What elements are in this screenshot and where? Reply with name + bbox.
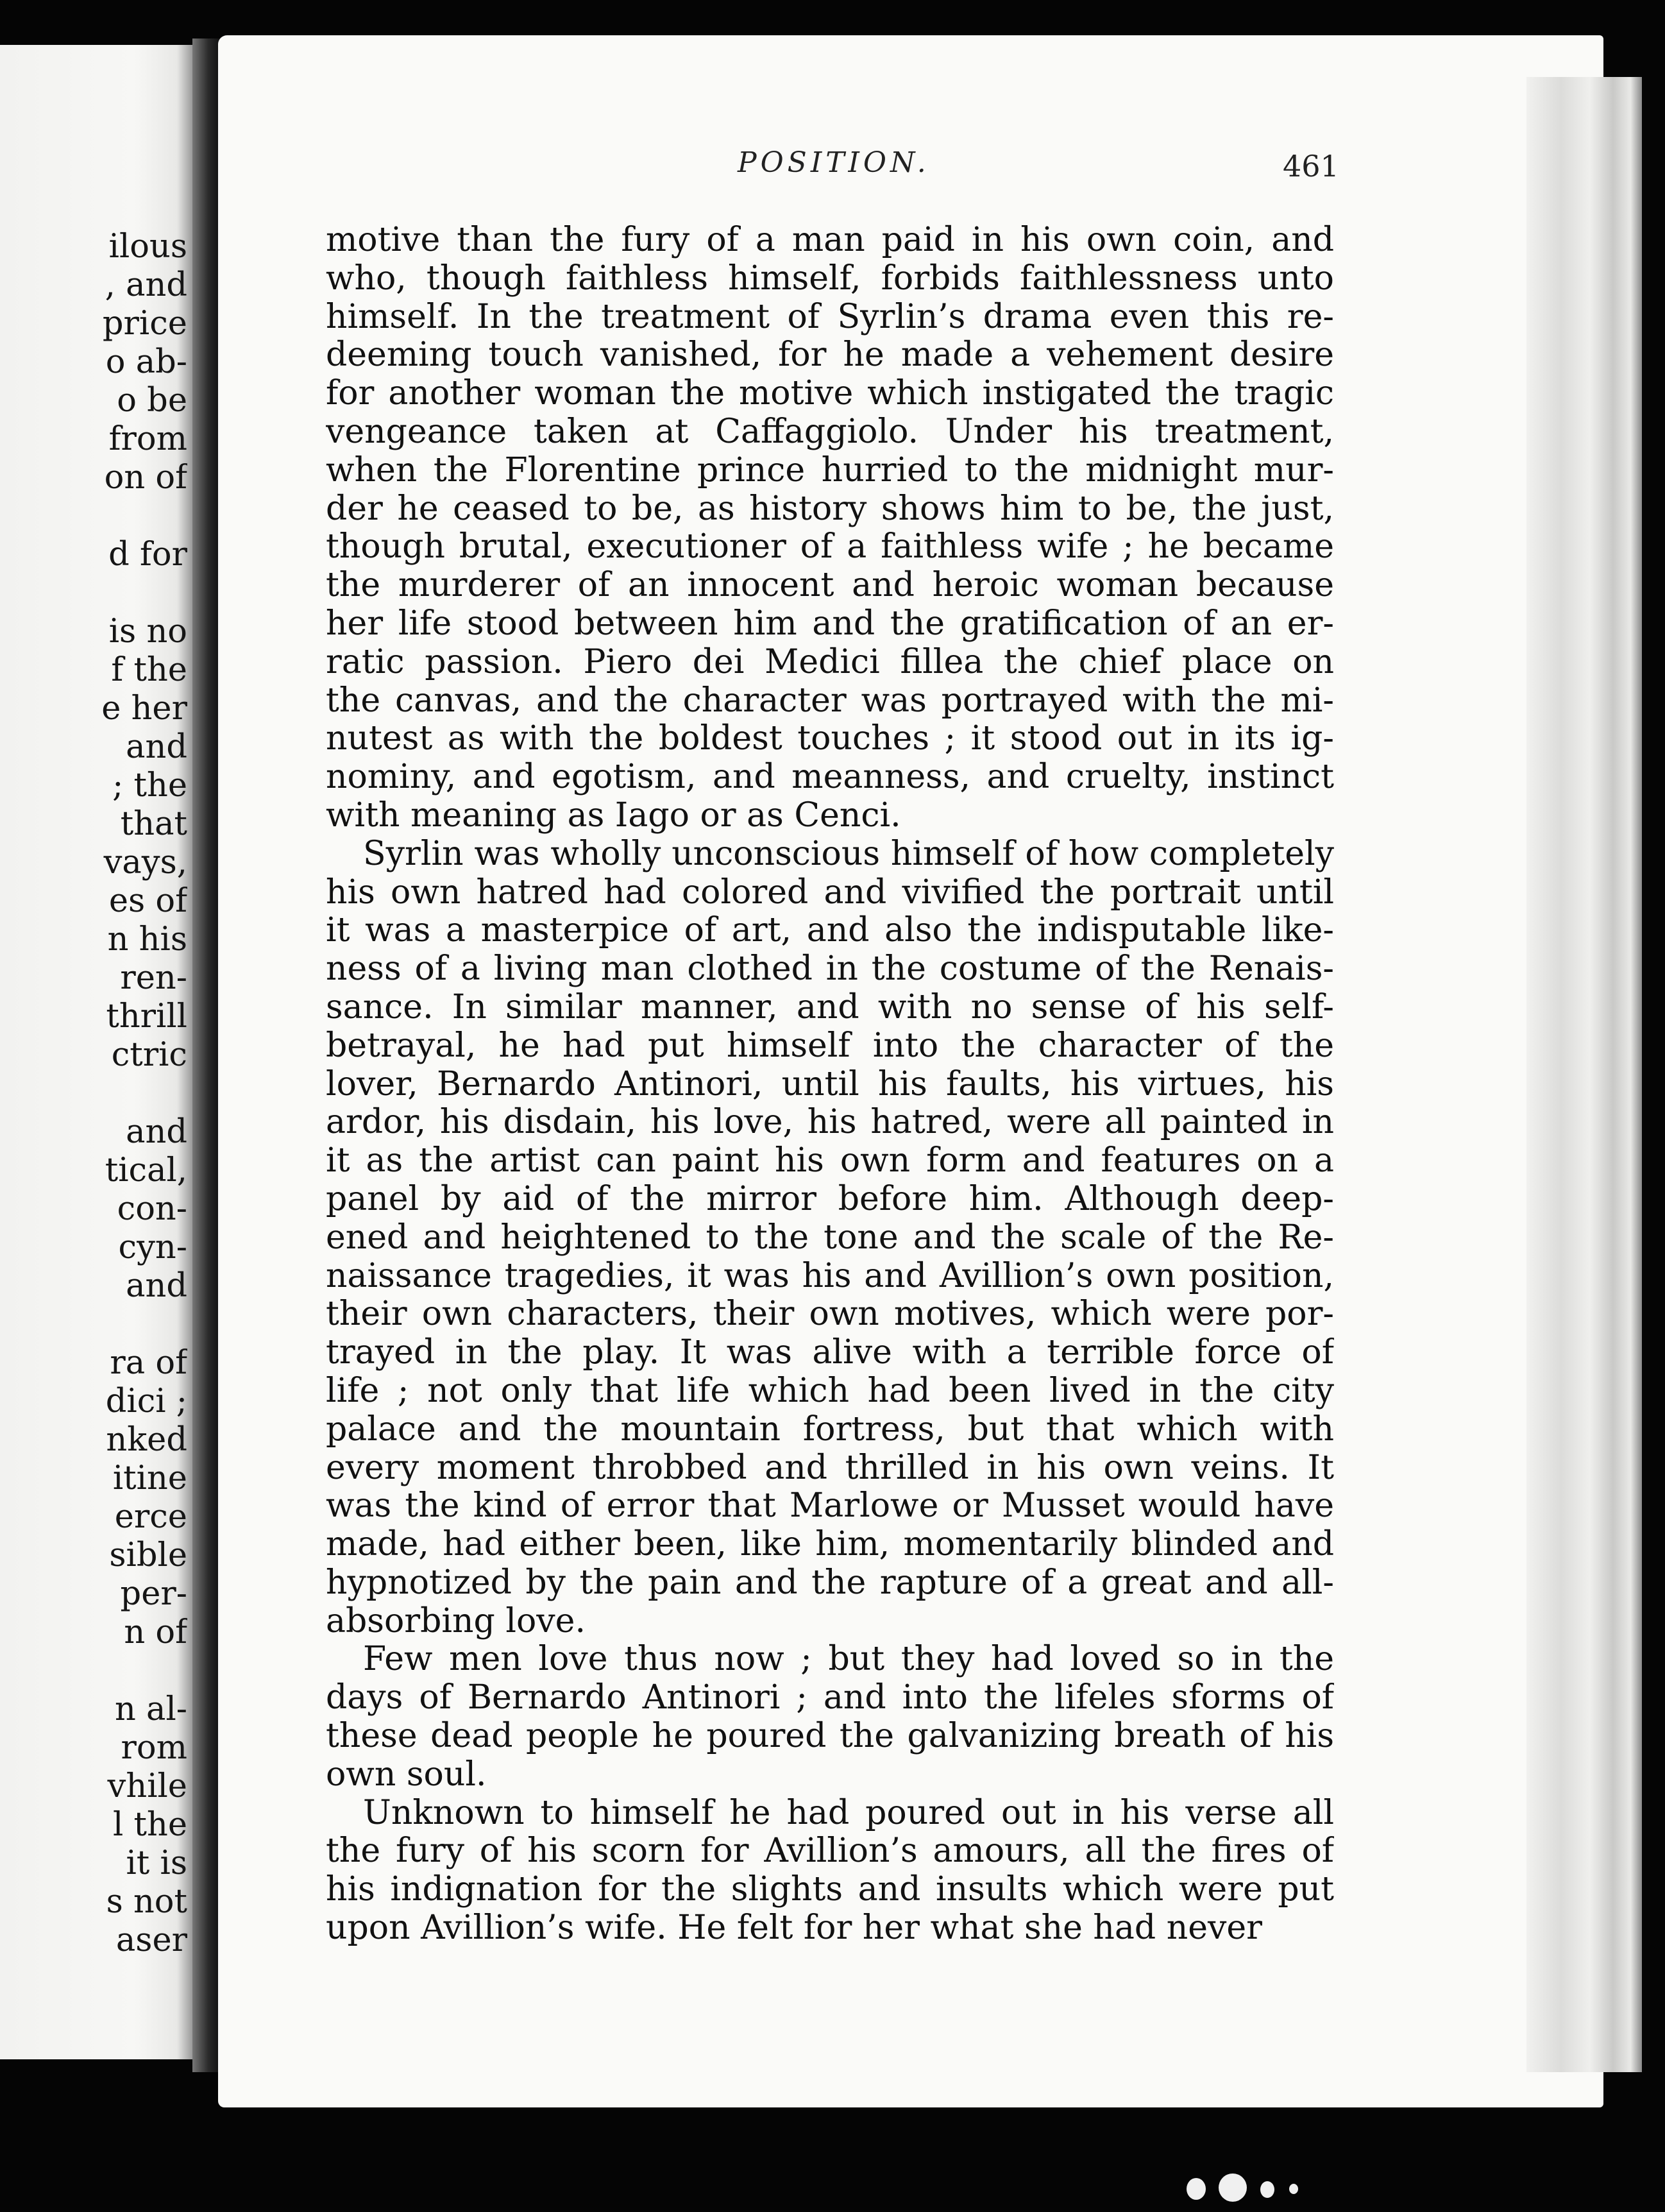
text-line: every moment throbbed and thrilled in his own veins. It (326, 1449, 1334, 1487)
left-page-line: vhile (107, 1767, 187, 1805)
left-page-line: ctric (111, 1036, 187, 1074)
text-line: Few men love thus now ; but they had loved so in the (363, 1640, 1334, 1679)
left-page-line: con- (117, 1190, 187, 1228)
left-page-line: e her (101, 690, 187, 727)
text-line: hypnotized by the pain and the rapture of a great and all- (326, 1563, 1334, 1602)
text-line: betrayal, he had put himself into the character of the (326, 1026, 1334, 1065)
left-page-line: on of (104, 459, 187, 497)
left-page-line: d for (108, 536, 187, 574)
paragraph (326, 1794, 1334, 1948)
text-line: ness of a living man clothed in the costume of the Renais- (326, 950, 1334, 989)
text-line: nutest as with the boldest touches ; it stood out in its ig- (326, 720, 1334, 758)
left-page-line: and (126, 1113, 187, 1151)
text-line: ened and heightened to the tone and the scale of the Re- (326, 1218, 1334, 1257)
text-line: when the Florentine prince hurried to the midnight mur- (326, 451, 1334, 489)
left-page-line: s not (106, 1883, 187, 1921)
text-line: his indignation for the slights and insults which were put (326, 1871, 1334, 1909)
left-page-line: es of (108, 882, 187, 920)
left-page-line: n al- (114, 1690, 187, 1728)
text-line: life ; not only that life which had been lived in the city (326, 1372, 1334, 1410)
text-line: nominy, and egotism, and meanness, and cruelty, instinct (326, 758, 1334, 797)
left-page-line: that (120, 805, 187, 843)
left-page-line: ra of (110, 1344, 187, 1382)
left-page-line: and (126, 728, 187, 766)
text-line: ardor, his disdain, his love, his hatred, were all painted in (326, 1103, 1334, 1142)
text-line: made, had either been, like him, momentarily blinded and (326, 1526, 1334, 1564)
left-page-line: and (126, 1267, 187, 1305)
text-line: the murderer of an innocent and heroic woman because (326, 566, 1334, 605)
text-line: panel by aid of the mirror before him. Although deep- (326, 1180, 1334, 1218)
left-page-line (0, 1075, 187, 1113)
left-page-line: from (108, 420, 187, 458)
left-facing-page (0, 45, 192, 2059)
text-line: own soul. (326, 1755, 487, 1794)
left-page-line: sible (109, 1536, 187, 1574)
left-page-line: cyn- (118, 1229, 187, 1266)
paragraph (326, 1640, 1334, 1794)
left-page-line: nked (106, 1421, 187, 1459)
text-line: it as the artist can paint his own form and features on a (326, 1142, 1334, 1180)
paragraph (326, 835, 1334, 1641)
text-line: vengeance taken at Caffaggiolo. Under his treatment, (326, 413, 1334, 451)
paragraph (326, 221, 1334, 835)
text-line: for another woman the motive which instigated the tragic (326, 375, 1334, 413)
text-line: though brutal, executioner of a faithless wife ; he became (326, 528, 1334, 566)
left-page-line: dici ; (105, 1382, 187, 1420)
left-page-line: ren- (120, 959, 187, 997)
text-line: ratic passion. Piero dei Medici fillea the chief place on (326, 643, 1334, 681)
page-edges (1526, 77, 1642, 2072)
left-page-line: ; the (112, 767, 187, 804)
left-page-line: l the (112, 1806, 187, 1844)
left-page-line (0, 1306, 187, 1344)
left-page-line: ilous (108, 228, 187, 266)
text-line: with meaning as Iago or as Cenci. (326, 796, 901, 835)
left-page-line: n his (107, 921, 187, 958)
text-line: deeming touch vanished, for he made a vehement desire (326, 336, 1334, 375)
left-page-line: it is (126, 1844, 187, 1882)
text-line: naissance tragedies, it was his and Avillion’s own position, (326, 1257, 1334, 1295)
left-page-line (0, 1652, 187, 1690)
scan-speck (1187, 2178, 1206, 2200)
text-line: absorbing love. (326, 1602, 586, 1640)
left-page-line: o be (117, 382, 187, 420)
text-line: the fury of his scorn for Avillion’s amours, all the fires of (326, 1832, 1334, 1871)
left-page-line: is no (108, 613, 187, 651)
text-line: der he ceased to be, as history shows him to be, the just, (326, 489, 1334, 528)
left-page-line: price (102, 305, 187, 343)
text-line: was the kind of error that Marlowe or Musset would have (326, 1487, 1334, 1526)
text-line: who, though faithless himself, forbids faithlessness unto (326, 259, 1334, 298)
left-page-line: per- (120, 1575, 187, 1613)
text-line: the canvas, and the character was portrayed with the mi- (326, 681, 1334, 720)
text-line: Syrlin was wholly unconscious himself of how completely (363, 835, 1334, 873)
running-head: POSITION. (738, 146, 930, 179)
text-line: days of Bernardo Antinori ; and into the lifeles sforms of (326, 1679, 1334, 1717)
text-line: their own characters, their own motives, which were por- (326, 1295, 1334, 1334)
text-line: sance. In similar manner, and with no sense of his self- (326, 988, 1334, 1026)
text-line: himself. In the treatment of Syrlin’s drama even this re- (326, 298, 1334, 336)
text-line: trayed in the play. It was alive with a terrible force of (326, 1334, 1334, 1372)
left-page-line: o ab- (105, 343, 187, 381)
text-line: motive than the fury of a man paid in his own coin, and (326, 221, 1334, 259)
left-page-line (0, 574, 187, 613)
left-page-line: aser (115, 1921, 187, 1959)
left-page-line: , and (105, 266, 187, 304)
left-page-line: tical, (105, 1152, 187, 1189)
left-page-line: vays, (103, 844, 187, 881)
text-line: these dead people he poured the galvanizing breath of his (326, 1717, 1334, 1756)
text-line: Unknown to himself he had poured out in his verse all (363, 1794, 1334, 1832)
left-page-line: itine (112, 1459, 187, 1497)
text-line: palace and the mountain fortress, but that which with (326, 1410, 1334, 1449)
page-number: 461 (1283, 149, 1339, 183)
scan-speck (1219, 2174, 1247, 2202)
text-line: her life stood between him and the gratification of an er- (326, 604, 1334, 643)
left-page-line (0, 497, 187, 536)
text-line: lover, Bernardo Antinori, until his faults, his virtues, his (326, 1065, 1334, 1103)
left-page-text (0, 228, 187, 1960)
scan-speck (1260, 2181, 1274, 2198)
left-page-line: erce (114, 1498, 187, 1536)
left-page-line: thrill (106, 998, 187, 1035)
text-line: his own hatred had colored and vivified the portrait until (326, 873, 1334, 912)
scan-speck (1289, 2184, 1298, 2194)
text-line: upon Avillion’s wife. He felt for her what she had never (326, 1909, 1263, 1948)
left-page-line: f the (111, 651, 187, 689)
left-page-line: n of (124, 1613, 187, 1651)
left-page-line: rom (121, 1729, 187, 1767)
text-line: it was a masterpice of art, and also the indisputable like- (326, 912, 1334, 950)
body-text (326, 221, 1334, 1948)
